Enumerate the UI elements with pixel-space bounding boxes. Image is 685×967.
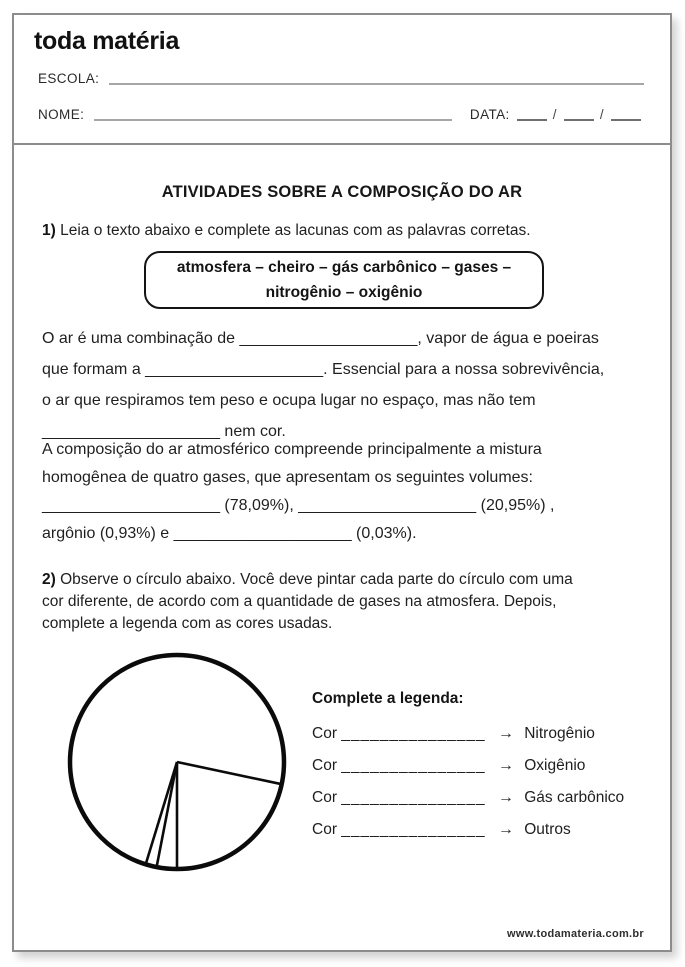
name-row	[38, 107, 644, 122]
paragraph-1	[42, 323, 648, 447]
paragraph-line: que formam a ____________________. Essencial para a nossa sobrevivência,	[42, 361, 605, 378]
name-label: NOME:	[38, 107, 85, 122]
arrow-icon: →	[497, 725, 514, 742]
color-blank: _______________	[341, 757, 486, 774]
color-label: Cor	[312, 725, 337, 742]
word-bank-line: atmosfera – cheiro – gás carbônico – gases –	[176, 259, 512, 276]
gas-name: Outros	[524, 821, 571, 838]
color-blank: _______________	[341, 725, 486, 742]
question-2-line	[42, 569, 648, 591]
pie-chart	[58, 643, 298, 883]
worksheet-title: ATIVIDADES SOBRE A COMPOSIÇÃO DO AR	[161, 183, 523, 201]
question-2-text: Observe o círculo abaixo. Você deve pintar cada parte do círculo com uma	[60, 571, 573, 588]
paragraph-2	[42, 436, 648, 548]
paragraph-line: ____________________ (78,09%), ____________________ (20,95%) ,	[42, 497, 555, 514]
arrow-icon: →	[497, 757, 514, 774]
question-1	[42, 222, 650, 240]
paragraph-line: ____________________ nem cor.	[42, 423, 286, 440]
brand-logo: toda matéria	[34, 27, 180, 55]
arrow-icon: →	[497, 789, 514, 806]
legend-row-oxigenio	[312, 757, 624, 775]
color-label: Cor	[312, 757, 337, 774]
paragraph-line: o ar que respiramos tem peso e ocupa lugar no espaço, mas não tem	[42, 392, 536, 409]
word-bank-line: nitrogênio – oxigênio	[265, 284, 423, 301]
footer-url: www.todamateria.com.br	[507, 928, 644, 940]
color-label: Cor	[312, 789, 337, 806]
paragraph-line: argônio (0,93%) e ____________________ (0,03%).	[42, 525, 417, 542]
gas-name: Oxigênio	[524, 757, 586, 774]
question-2-line: complete a legenda com as cores usadas.	[42, 615, 333, 632]
color-label: Cor	[312, 821, 337, 838]
gas-name: Nitrogênio	[524, 725, 595, 742]
school-row	[38, 71, 644, 86]
color-blank: _______________	[341, 821, 486, 838]
legend-heading: Complete a legenda:	[312, 690, 464, 707]
worksheet-frame	[12, 13, 672, 952]
question-2	[42, 569, 648, 635]
header-section	[14, 15, 670, 145]
paragraph-line: homogênea de quatro gases, que apresentam os seguintes volumes:	[42, 469, 533, 486]
pie-chart-svg	[58, 643, 298, 883]
school-blank-line	[109, 71, 644, 85]
date-slash: /	[599, 107, 604, 122]
arrow-icon: →	[497, 821, 514, 838]
paragraph-line: O ar é uma combinação de ____________________, vapor de água e poeiras	[42, 330, 599, 347]
legend-section	[312, 690, 624, 853]
worksheet-body	[14, 145, 670, 950]
question-2-line: cor diferente, de acordo com a quantidade de gases na atmosfera. Depois,	[42, 593, 557, 610]
legend-row-nitrogenio	[312, 725, 624, 743]
name-blank-line	[94, 107, 452, 121]
question-1-text: Leia o texto abaixo e complete as lacunas com as palavras corretas.	[60, 222, 531, 239]
pie-slice-line	[177, 762, 282, 784]
school-label: ESCOLA:	[38, 71, 100, 86]
date-day-slot	[517, 107, 547, 121]
date-label: DATA:	[469, 107, 510, 122]
color-blank: _______________	[341, 789, 486, 806]
date-year-slot	[611, 107, 641, 121]
question-2-number: 2)	[42, 571, 56, 588]
word-bank-box	[144, 251, 544, 309]
gas-name: Gás carbônico	[524, 789, 625, 806]
date-slash: /	[552, 107, 557, 122]
date-month-slot	[564, 107, 594, 121]
paragraph-line: A composição do ar atmosférico compreende principalmente a mistura	[42, 441, 542, 458]
question-1-number: 1)	[42, 222, 56, 239]
legend-row-outros	[312, 821, 624, 839]
legend-row-gas-carbonico	[312, 789, 624, 807]
